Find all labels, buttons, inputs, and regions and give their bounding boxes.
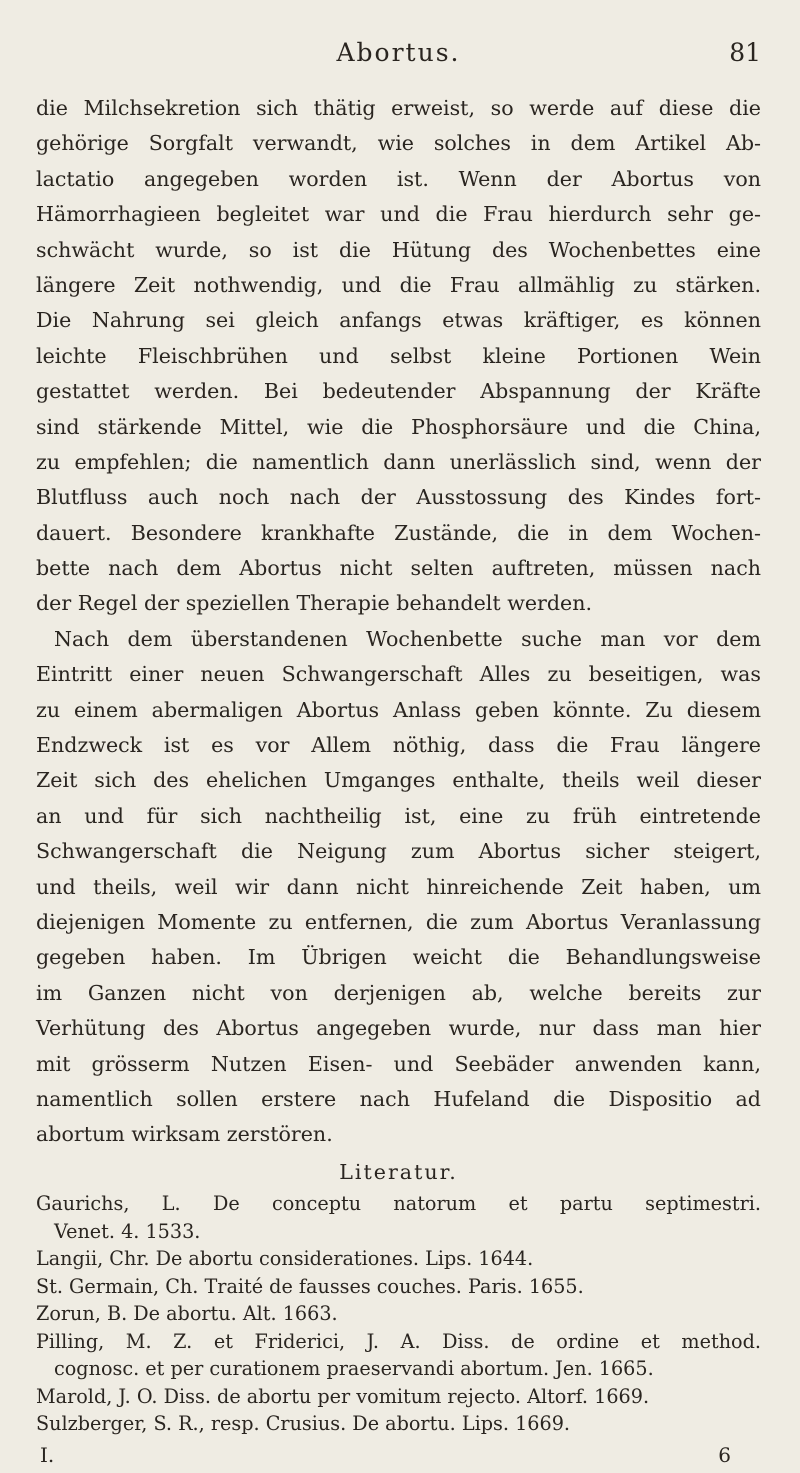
text-line: schwächt wurde, so ist die Hütung des Wochenbettes eine [36,237,761,262]
text-line: Hämorrhagieen begleitet war und die Frau hierdurch sehr ge- [36,202,761,227]
bibliography-entry [36,1410,761,1438]
text-line: zu einem abermaligen Abortus Anlass geben könnte. Zu diesem [36,697,761,722]
bibliography-line: Zorun, B. De abortu. Alt. 1663. [36,1302,338,1326]
text-line: Endzweck ist es vor Allem nöthig, dass die Frau längere [36,733,761,758]
bibliography-entry [36,1300,761,1328]
running-title: Abortus. [336,38,461,67]
text-line: an und für sich nachtheilig ist, eine zu früh eintretende [36,803,761,828]
text-line: im Ganzen nicht von derjenigen ab, welche bereits zur [36,980,761,1005]
sheet-signature [36,1438,761,1468]
text-line: längere Zeit nothwendig, und die Frau allmählig zu stärken. [36,272,761,297]
text-line: Nach dem überstandenen Wochenbette suche man vor dem [54,626,761,651]
text-line: bette nach dem Abortus nicht selten auftreten, müssen nach [36,556,761,581]
text-line: und theils, weil wir dann nicht hinreichende Zeit haben, um [36,874,761,899]
text-line: dauert. Besondere krankhafte Zustände, die in dem Wochen- [36,520,761,545]
bibliography-line: cognosc. et per curationem praeservandi abortum. Jen. 1665. [54,1357,654,1381]
paragraph [36,91,761,622]
body-text [36,91,761,1468]
text-line: abortum wirksam zerstören. [36,1122,333,1147]
text-line: Verhütung des Abortus angegeben wurde, nur dass man hier [36,1016,761,1041]
bibliography-line: Langii, Chr. De abortu considerationes. Lips. 1644. [36,1247,534,1271]
bibliography-line: Venet. 4. 1533. [54,1219,201,1243]
text-line: der Regel der speziellen Therapie behandelt werden. [36,591,593,616]
text-line: leichte Fleischbrühen und selbst kleine Portionen Wein [36,343,761,368]
text-line: Blutfluss auch noch nach der Ausstossung des Kindes fort- [36,485,761,510]
literature-heading: Literatur. [339,1159,458,1184]
page-header [36,34,761,74]
text-line: Zeit sich des ehelichen Umganges enthalte, theils weil dieser [36,768,761,793]
text-line: Die Nahrung sei gleich anfangs etwas kräftiger, es können [36,308,761,333]
text-line: namentlich sollen erstere nach Hufeland die Dispositio ad [36,1086,761,1111]
text-line: Eintritt einer neuen Schwangerschaft Alles zu beseitigen, was [36,662,761,687]
sheet-mark: 6 [718,1442,731,1467]
text-line: mit grösserm Nutzen Eisen- und Seebäder anwenden kann, [36,1051,761,1076]
bibliography-entry [36,1273,761,1301]
text-line: gestattet werden. Bei bedeutender Abspannung der Kräfte [36,379,761,404]
bibliography [36,1190,761,1438]
text-line: Schwangerschaft die Neigung zum Abortus sicher steigert, [36,839,761,864]
bibliography-entry [36,1383,761,1411]
paragraph [36,622,761,1153]
paragraphs [36,91,761,1153]
bibliography-entry [36,1190,761,1245]
text-line: zu empfehlen; die namentlich dann unerlässlich sind, wenn der [36,449,761,474]
bibliography-line: Gaurichs, L. De conceptu natorum et partu septimestri. [36,1192,761,1216]
bibliography-line: Pilling, M. Z. et Friderici, J. A. Diss. de ordine et method. [36,1329,761,1353]
bibliography-entry [36,1245,761,1273]
text-line: sind stärkende Mittel, wie die Phosphorsäure und die China, [36,414,761,439]
bibliography-line: Marold, J. O. Diss. de abortu per vomitum rejecto. Altorf. 1669. [36,1384,650,1408]
volume-mark: I. [40,1442,55,1467]
bibliography-entry [36,1328,761,1383]
text-line: gehörige Sorgfalt verwandt, wie solches in dem Artikel Ab- [36,131,761,156]
bibliography-line: Sulzberger, S. R., resp. Crusius. De abortu. Lips. 1669. [36,1412,570,1436]
text-line: gegeben haben. Im Übrigen weicht die Behandlungsweise [36,945,761,970]
text-line: die Milchsekretion sich thätig erweist, so werde auf diese die [36,96,761,120]
text-line: lactatio angegeben worden ist. Wenn der Abortus von [36,166,761,191]
bibliography-line: St. Germain, Ch. Traité de fausses couches. Paris. 1655. [36,1274,584,1298]
text-line: diejenigen Momente zu entfernen, die zum Abortus Veranlassung [36,909,761,934]
page-number: 81 [729,38,761,67]
